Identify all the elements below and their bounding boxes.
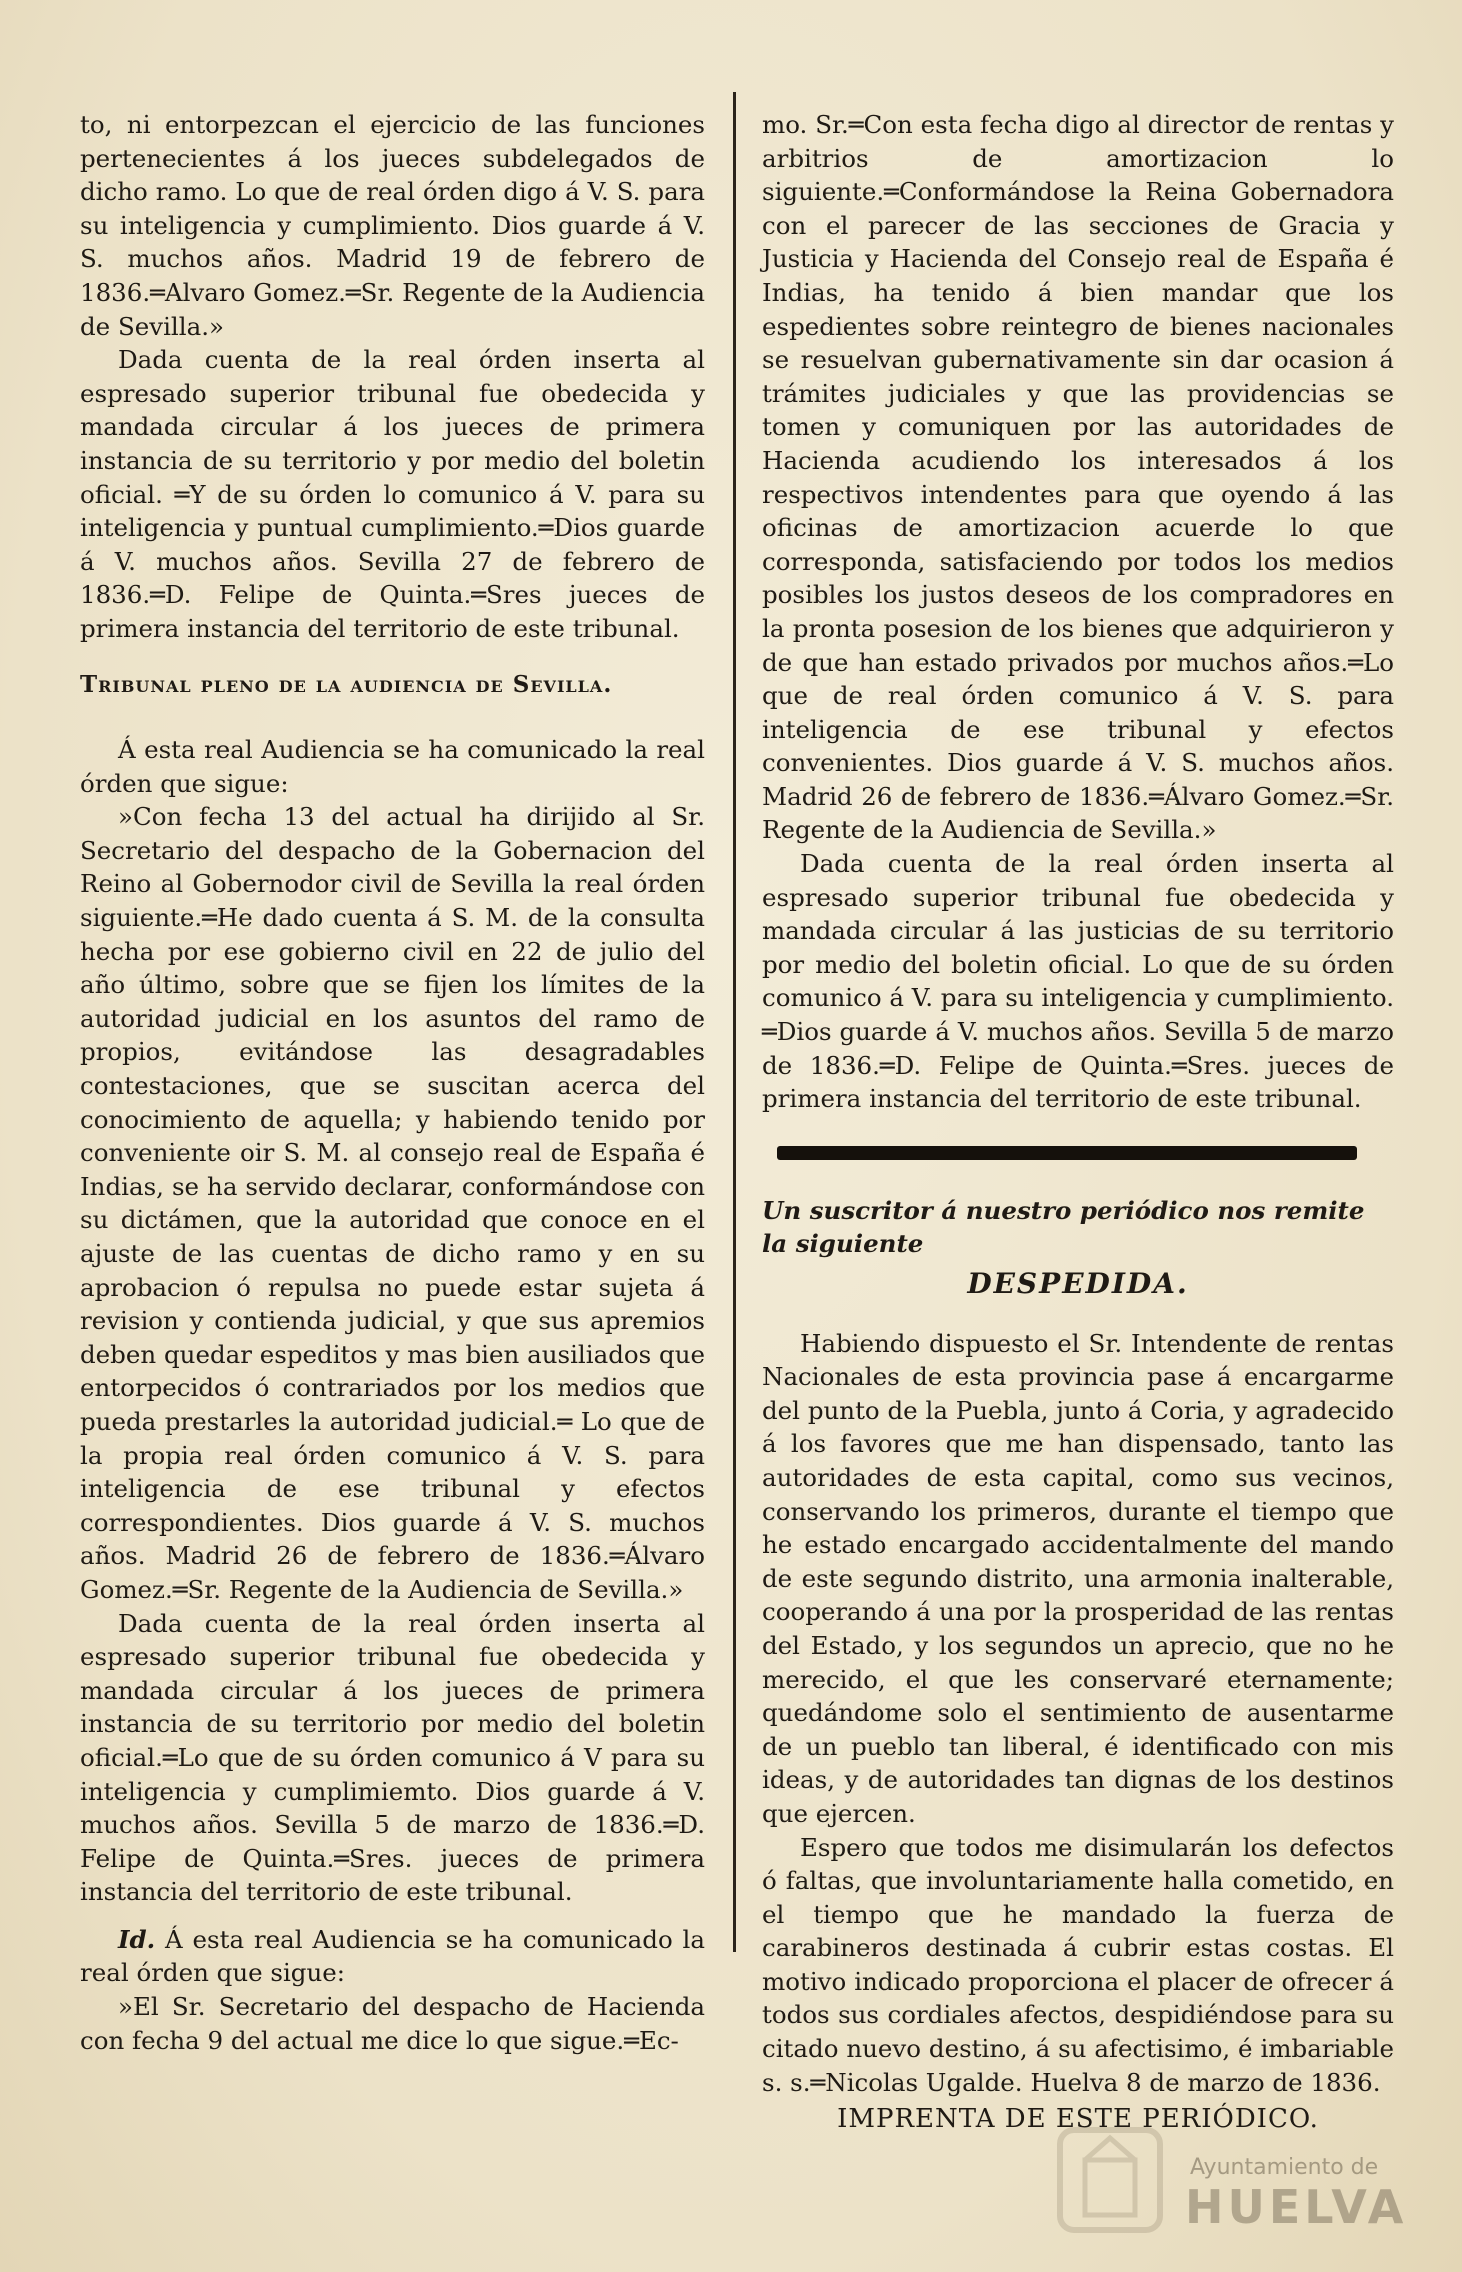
- spacer: [80, 1909, 705, 1923]
- paragraph-id: [80, 1923, 705, 1990]
- right-column: [762, 108, 1394, 2137]
- paragraph-hacienda-cont: mo. Sr.═Con esta fecha digo al director de rentas y arbitrios de amortizacion lo siguiente.═Conformándose la Reina Gobernadora con el parecer de las secciones de Gracia y Justicia y Hacienda del Consejo real de España é Indias, ha tenido á bien mandar que los espedientes sobre reintegro de bienes nacionales se resuelvan gubernativamente sin dar ocasion á trámites judiciales y que las providencias se tomen y comuniquen por las autoridades de Hacienda acudiendo los interesados á los respectivos intendentes para que oyendo á las oficinas de amortizacion acuerde lo que corresponda, satisfaciendo por todos los medios posibles los justos deseos de los compradores en la pronta posesion de los bienes que adquirieron y de que han estado privados por muchos años.═Lo que de real órden comunico á V. S. para inteligencia de ese tribunal y efectos convenientes. Dios guarde á V. S. muchos años. Madrid 26 de febrero de 1836.═Álvaro Gomez.═Sr. Regente de la Audiencia de Sevilla.»: [762, 110, 1394, 845]
- paragraph-dada-cuenta-2: Dada cuenta de la real órden inserta al espresado superior tribunal fue obedecida y mandada circular á los jueces de primera instancia de su territorio por medio del boletin oficial.═Lo que de su órden comunico á V para su inteligencia y cumplimiemto. Dios guarde á V. muchos años. Sevilla 5 de marzo de 1836.═D. Felipe de Quinta.═Sres. jueces de primera instancia del territorio de este tribunal.: [80, 1608, 705, 1907]
- paragraph-dada-cuenta-3: Dada cuenta de la real órden inserta al espresado superior tribunal fue obedecida y mandada circular á las justicias de su territorio por medio del boletin oficial. Lo que de su órden comunico á V. para su inteligencia y cumplimiento. ═Dios guarde á V. muchos años. Sevilla 5 de marzo de 1836.═D. Felipe de Quinta.═Sres. jueces de primera instancia del territorio de este tribunal.: [762, 849, 1394, 1114]
- imprenta-footer: IMPRENTA DE ESTE PERIÓDICO.: [837, 2104, 1319, 2135]
- watermark-line2: HUELVA: [1185, 2180, 1408, 2234]
- paragraph-despedida-2: Espero que todos me disimularán los defectos ó faltas, que involuntariamente halla cometido, en el tiempo que he mandado la fuerza de carabineros destinada á cubrir estas costas. El motivo indicado proporciona el placer de ofrecer á todos sus cordiales afectos, despidiéndose para su citado nuevo destino, á su afectisimo, é imbariable s. s.═Nicolas Ugalde. Huelva 8 de marzo de 1836.: [762, 1832, 1394, 2097]
- id-text: Á esta real Audiencia se ha comunicado la real órden que sigue:: [80, 1924, 705, 1988]
- paragraph-hacienda-start: »El Sr. Secretario del despacho de Hacienda con fecha 9 del actual me dice lo que sigue.═Ec-: [80, 1992, 705, 2055]
- paragraph-real-orden-gobernacion: »Con fecha 13 del actual ha dirijido al Sr. Secretario del despacho de la Gobernacion del Reino al Gobernodor civil de Sevilla la real órden siguiente.═He dado cuenta á S. M. de la consulta hecha por ese gobierno civil en 22 de julio del año último, sobre que se fijen los límites de la autoridad judicial en los asuntos del ramo de propios, evitándose las desagradables contestaciones, que se suscitan acerca del conocimiento de aquella; y habiendo tenido por conveniente oir S. M. al consejo real de España é Indias, se ha servido declarar, conformándose con su dictámen, que la autoridad que conoce en el ajuste de las cuentas de dicho ramo y en su aprobacion ó repulsa no puede estar sujeta á revision y contienda judicial, y que sus apremios deben quedar espeditos y mas bien ausiliados que entorpecidos ó contrariados por los medios que pueda prestarles la autoridad judicial.═ Lo que de la propia real órden comunico á V. S. para inteligencia de ese tribunal y efectos correspondientes. Dios guarde á V. S. muchos años. Madrid 26 de febrero de 1836.═Álvaro Gomez.═Sr. Regente de la Audiencia de Sevilla.»: [80, 802, 705, 1604]
- paragraph-despedida-1: Habiendo dispuesto el Sr. Intendente de rentas Nacionales de esta provincia pase á encargarme del punto de la Puebla, junto á Coria, y agradecido á los favores que me han dispensado, tanto las autoridades de esta capital, como sus vecinos, conservando los primeros, durante el tiempo que he estado encargado accidentalmente del mando de este segundo distrito, una armonia inalterable, cooperando á una por la prosperidad de las rentas del Estado, y los segundos un aprecio, que no he merecido, el que les conservaré eternamente; quedándome solo el sentimiento de ausentarme de un pueblo tan liberal, é identificado con mis ideas, y de autoridades tan dignas de los destinos que ejercen.: [762, 1328, 1394, 1828]
- section-rule: [777, 1146, 1357, 1160]
- column-divider: [733, 92, 736, 1952]
- id-label: Id.: [118, 1924, 156, 1954]
- paragraph-continuation: to, ni entorpezcan el ejercicio de las funciones pertenecientes á los jueces subdelegados de dicho ramo. Lo que de real órden digo á V. S. para su inteligencia y cumplimiento. Dios guarde á V. S. muchos años. Madrid 19 de febrero de 1836.═Alvaro Gomez.═Sr. Regente de la Audiencia de Sevilla.»: [80, 110, 705, 341]
- watermark-line1: Ayuntamiento de: [1190, 2155, 1379, 2180]
- despedida-title: DESPEDIDA.: [967, 1267, 1189, 1300]
- despedida-intro: Un suscritor á nuestro periódico nos remite la siguiente: [762, 1195, 1365, 1259]
- left-column: [80, 108, 705, 2057]
- paragraph-real-audiencia-1: Á esta real Audiencia se ha comunicado la real órden que sigue:: [80, 735, 705, 798]
- section-heading-tribunal: Tribunal pleno de la audiencia de Sevilla.: [80, 670, 613, 698]
- paragraph-dada-cuenta-1: Dada cuenta de la real órden inserta al espresado superior tribunal fue obedecida y mandada circular á los jueces de primera instancia de su territorio y por medio del boletin oficial. ═Y de su órden lo comunico á V. para su inteligencia y puntual cumplimiento.═Dios guarde á V. muchos años. Sevilla 27 de febrero de 1836.═D. Felipe de Quinta.═Sres jueces de primera instancia del territorio de este tribunal.: [80, 345, 705, 643]
